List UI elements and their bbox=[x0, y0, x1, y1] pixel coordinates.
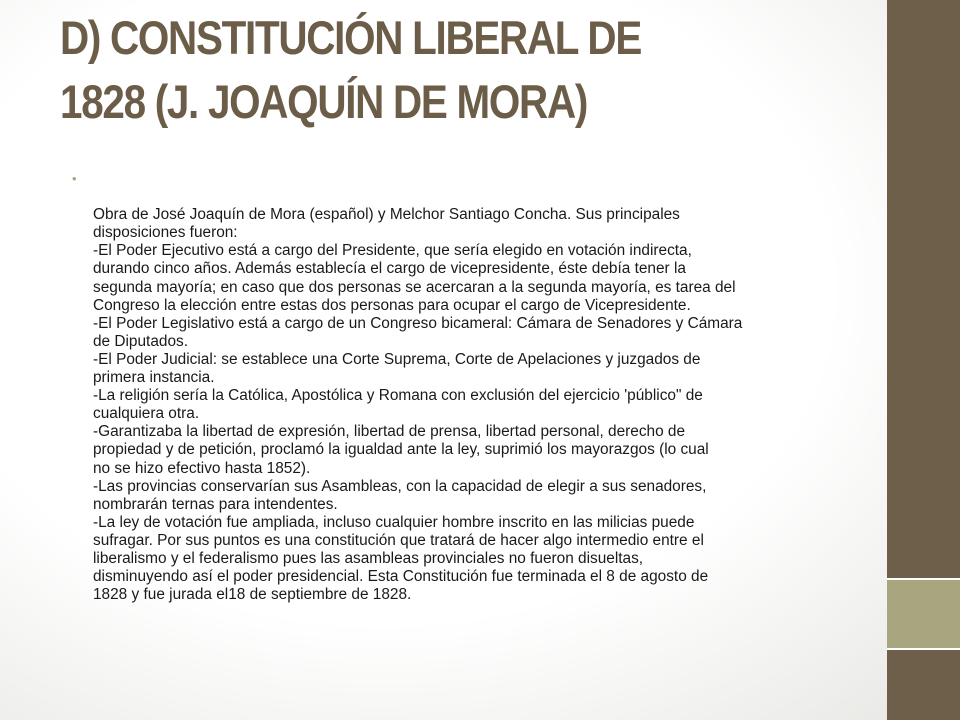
sidebar-segment-dark-top bbox=[887, 0, 960, 578]
bullet-text: Obra de José Joaquín de Mora (español) y Melchor Santiago Concha. Sus principales disposiciones fueron: -El Poder Ejecutivo está a cargo del Presidente, que sería elegido en votación indirecta, durando cinco años. Además establecía el cargo de vicepresidente, éste debía tener la segunda mayoría; en caso que dos personas se acercaran a la segunda mayoría, es tarea del Congreso la elección entre estas dos personas para ocupar el cargo de Vicepresidente. -El Poder Legislativo está a cargo de un Congreso bicameral: Cámara de Senadores y Cámara de Diputados. -El Poder Judicial: se establece una Corte Suprema, Corte de Apelaciones y juzgados de primera instancia. -La religión sería la Católica, Apostólica y Romana con exclusión del ejercicio 'público" de cualquiera otra. -Garantizaba la libertad de expresión, libertad de prensa, libertad personal, derecho de propiedad y de petición, proclamó la igualdad ante la ley, suprimió los mayorazgos (lo cual no se hizo efectivo hasta 1852). -Las provincias conservarían sus Asambleas, con la capacidad de elegir a sus senadores, nombrarán ternas para intendentes. -La ley de votación fue ampliada, incluso cualquier hombre inscrito en las milicias puede sufragar. Por sus puntos es una constitución que tratará de hacer algo intermedio entre el liberalismo y el federalismo pues las asambleas provinciales no fueron disueltas, disminuyendo así el poder presidencial. Esta Constitución fue terminada el 8 de agosto de 1828 y fue jurada el18 de septiembre de 1828. bbox=[93, 206, 743, 604]
slide-content bbox=[72, 170, 832, 604]
bullet-item bbox=[72, 170, 832, 604]
sidebar-segment-dark-bottom bbox=[887, 650, 960, 720]
title-line-1: D) CONSTITUCIÓN LIBERAL DE bbox=[60, 11, 641, 64]
title-line-2: 1828 (J. JOAQUÍN DE MORA) bbox=[60, 75, 588, 128]
slide-title bbox=[60, 6, 860, 134]
decorative-sidebar bbox=[887, 0, 960, 720]
sidebar-segment-light bbox=[887, 580, 960, 648]
bullet-icon: • bbox=[72, 171, 77, 186]
